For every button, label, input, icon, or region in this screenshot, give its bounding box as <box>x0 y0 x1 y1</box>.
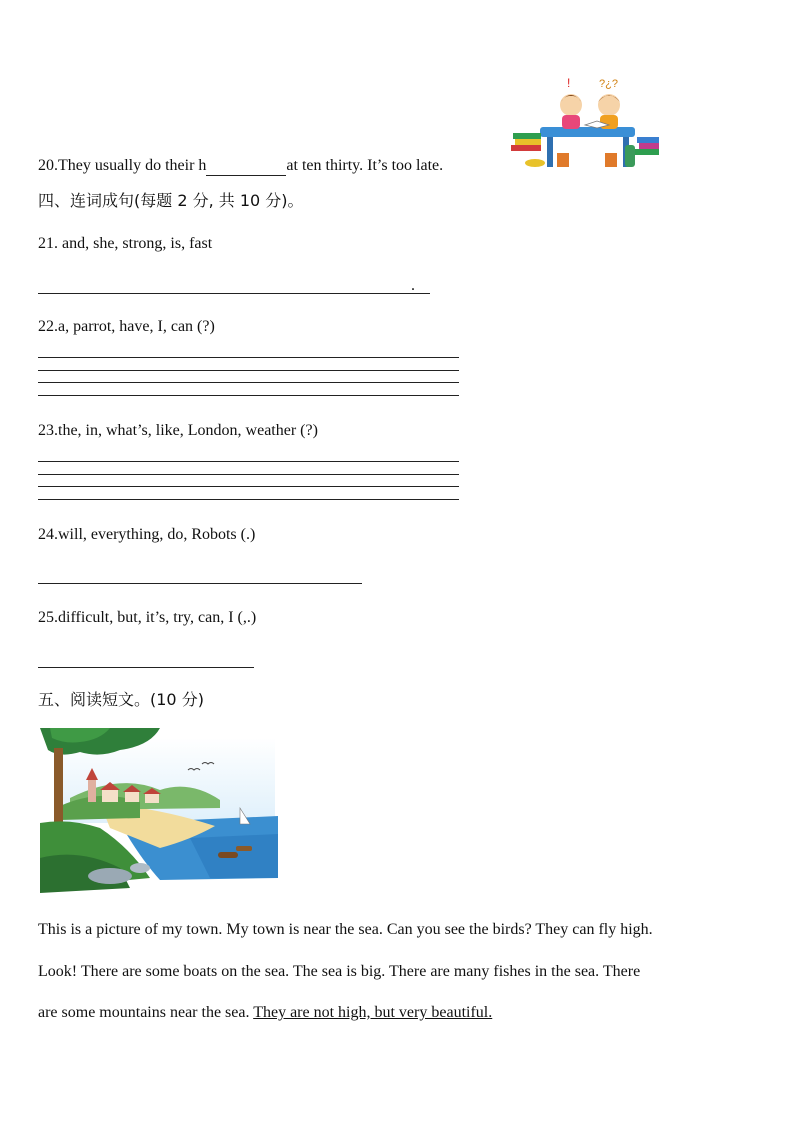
question-20 <box>38 156 443 176</box>
section-4-heading: 四、连词成句(每题 2 分, 共 10 分)。 <box>38 191 304 210</box>
passage-line-1: This is a picture of my town. My town is near the sea. Can you see the birds? They can fly high. <box>38 921 653 938</box>
answer-line-25[interactable] <box>38 667 254 668</box>
section-5-heading: 五、阅读短文。(10 分) <box>38 690 204 709</box>
question-23: 23.the, in, what’s, like, London, weather (?) <box>38 422 318 439</box>
answer-line-23b[interactable] <box>38 474 459 475</box>
answer-line-23a[interactable] <box>38 461 459 462</box>
passage-line-3-plain: are some mountains near the sea. <box>38 1004 254 1021</box>
question-24: 24.will, everything, do, Robots (.) <box>38 526 256 543</box>
answer-line-22c[interactable] <box>38 382 459 383</box>
answer-line-24[interactable] <box>38 583 362 584</box>
passage-underlined-sentence: They are not high, but very beautiful. <box>253 1004 493 1021</box>
question-21-end-mark: . <box>411 277 415 294</box>
answer-line-22b[interactable] <box>38 370 459 371</box>
question-22: 22.a, parrot, have, I, can (?) <box>38 318 215 335</box>
answer-blank-20[interactable] <box>206 159 286 176</box>
answer-line-23c[interactable] <box>38 486 459 487</box>
svg-text:!: ! <box>567 76 571 90</box>
answer-line-23d[interactable] <box>38 499 459 500</box>
svg-text:?¿?: ?¿? <box>599 78 618 90</box>
seaside-town-illustration <box>40 728 280 893</box>
answer-line-21[interactable] <box>38 293 430 294</box>
answer-line-22a[interactable] <box>38 357 459 358</box>
passage-line-2: Look! There are some boats on the sea. The sea is big. There are many fishes in the sea. There <box>38 963 641 980</box>
answer-line-22d[interactable] <box>38 395 459 396</box>
question-21: 21. and, she, strong, is, fast <box>38 235 213 252</box>
question-25: 25.difficult, but, it’s, try, can, I (,.) <box>38 609 257 626</box>
question-20-after: at ten thirty. It’s too late. <box>286 157 444 174</box>
kids-studying-illustration <box>505 75 660 175</box>
passage-line-3 <box>38 1003 758 1023</box>
question-20-before: 20.They usually do their h <box>38 157 207 174</box>
